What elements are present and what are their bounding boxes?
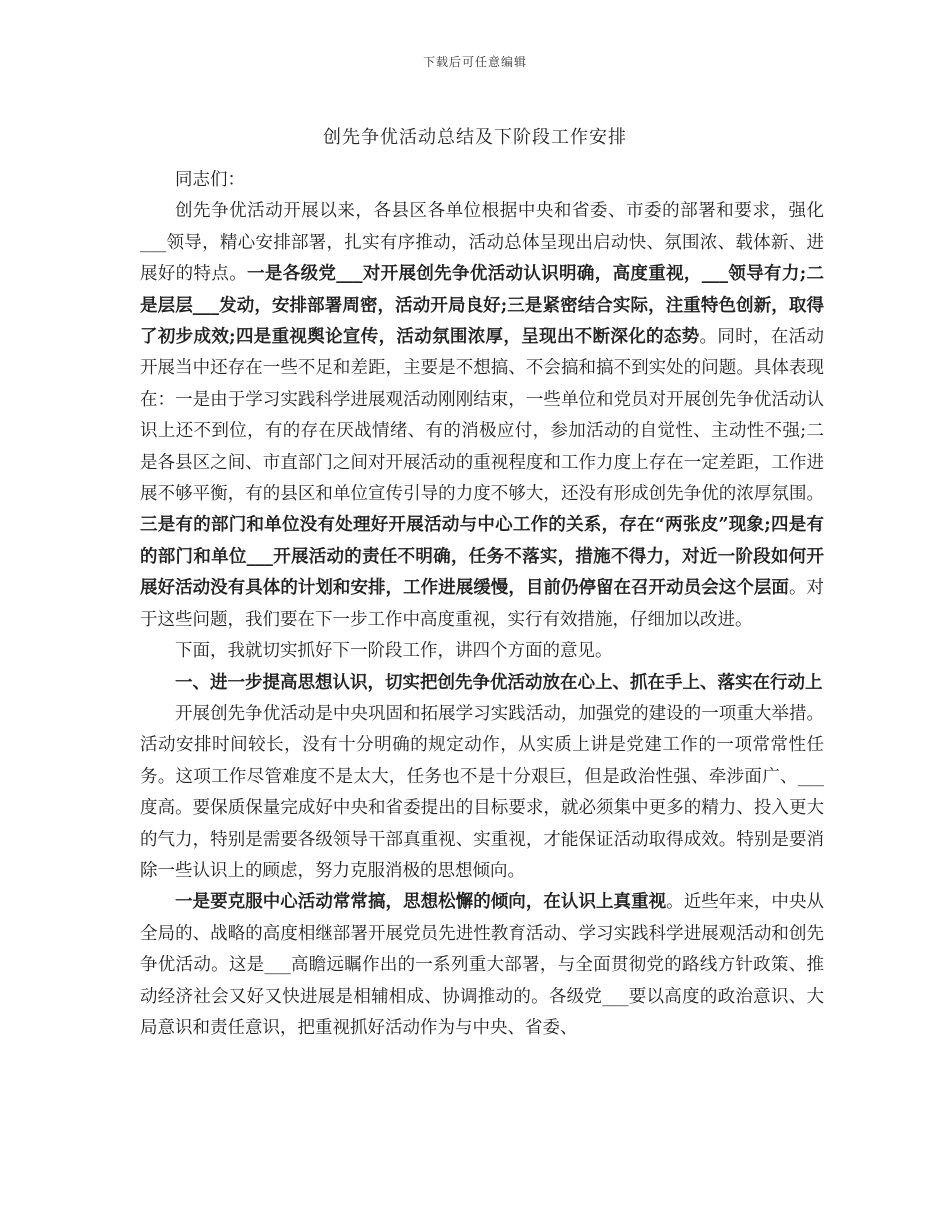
- document-title: 创先争优活动总结及下阶段工作安排: [323, 127, 627, 148]
- paragraph-summary: [140, 196, 824, 636]
- header-note: 下载后可任意编辑: [422, 55, 527, 69]
- text-run: 下面，我就切实抓好下一阶段工作，讲四个方面的意见。: [175, 641, 613, 662]
- paragraph-salutation: [140, 165, 824, 196]
- text-run: 开展创先争优活动是中央巩固和拓展学习实践活动，加强党的建设的一项重大举措。活动安排时间较长，没有十分明确的规定动作，从实质上讲是党建工作的一项常常性任务。这项工作尽管难度不是太大，任务也不是十分艰巨，但是政治性强、牵涉面广、___度高。要保质保量完成好中央和省委提出的目标要求，就必须集中更多的精力、投入更大的气力，特别是需要各级领导干部真重视、实重视，才能保证活动取得成效。特别是要消除一些认识上的顾虑，努力克服消极的思想倾向。: [140, 703, 824, 881]
- paragraph-section-body: [140, 699, 824, 887]
- section-heading: [140, 668, 824, 699]
- text-run-bold: 一、进一步提高思想认识，切实把创先争优活动放在心上、抓在手上、落实在行动上: [175, 672, 823, 693]
- document-body: [140, 165, 824, 1044]
- paragraph-point-one: [140, 887, 824, 1044]
- text-run: 。对于这些问题，我们要在下一步工作中高度重视，实行有效措施，仔细加以改进。: [140, 578, 825, 630]
- text-run-bold: 一是要克服中心活动常常搞，思想松懈的倾向，在认识上真重视: [175, 892, 667, 913]
- text-run: 。近些年来，中央从全局的、战略的高度相继部署开展党员先进性教育活动、学习实践科学进展观活动和创先争优活动。这是___高瞻远瞩作出的一系列重大部署，与全面贯彻党的路线方针政策、推动经济社会又好又快进展是相辅相成、协调推动的。各级党___要以高度的政治意识、大局意识和责任意识，把重视抓好活动作为与中央、省委、: [140, 892, 825, 1038]
- text-run: 。同时，在活动开展当中还存在一些不足和差距，主要是不想搞、不会搞和搞不到实处的问题。具体表现在：一是由于学习实践科学进展观活动刚刚结束，一些单位和党员对开展创先争优活动认识上还不到位，有的存在厌战情绪、有的消极应付，参加活动的自觉性、主动性不强;二是各县区之间、市直部门之间对开展活动的重视程度和工作力度上存在一定差距，工作进展不够平衡，有的县区和单位宣传引导的力度不够大，还没有形成创先争优的浓厚氛围。: [140, 327, 824, 505]
- text-run-bold: 一是各级党___对开展创先争优活动认识明确，高度重视，___领导有力;二是层层___发动，安排部署周密，活动开局良好;三是紧密结合实际，注重特色创新，取得了初步成效;四是重视舆论宣传，活动氛围浓厚，呈现出不断深化的态势: [140, 264, 825, 348]
- text-run: 创先争优活动开展以来，各县区各单位根据中央和省委、市委的部署和要求，强化___领导，精心安排部署，扎实有序推动，活动总体呈现出启动快、氛围浓、载体新、进展好的特点。: [140, 201, 824, 285]
- text-run: 同志们：: [175, 170, 245, 190]
- text-run-bold: 三是有的部门和单位没有处理好开展活动与中心工作的关系，存在“两张皮”现象;四是有的部门和单位___开展活动的责任不明确，任务不落实，措施不得力，对近一阶段如何开展好活动没有具体的计划和安排，工作进展缓慢，目前仍停留在召开动员会这个层面: [140, 515, 824, 599]
- paragraph-intro: [140, 636, 824, 667]
